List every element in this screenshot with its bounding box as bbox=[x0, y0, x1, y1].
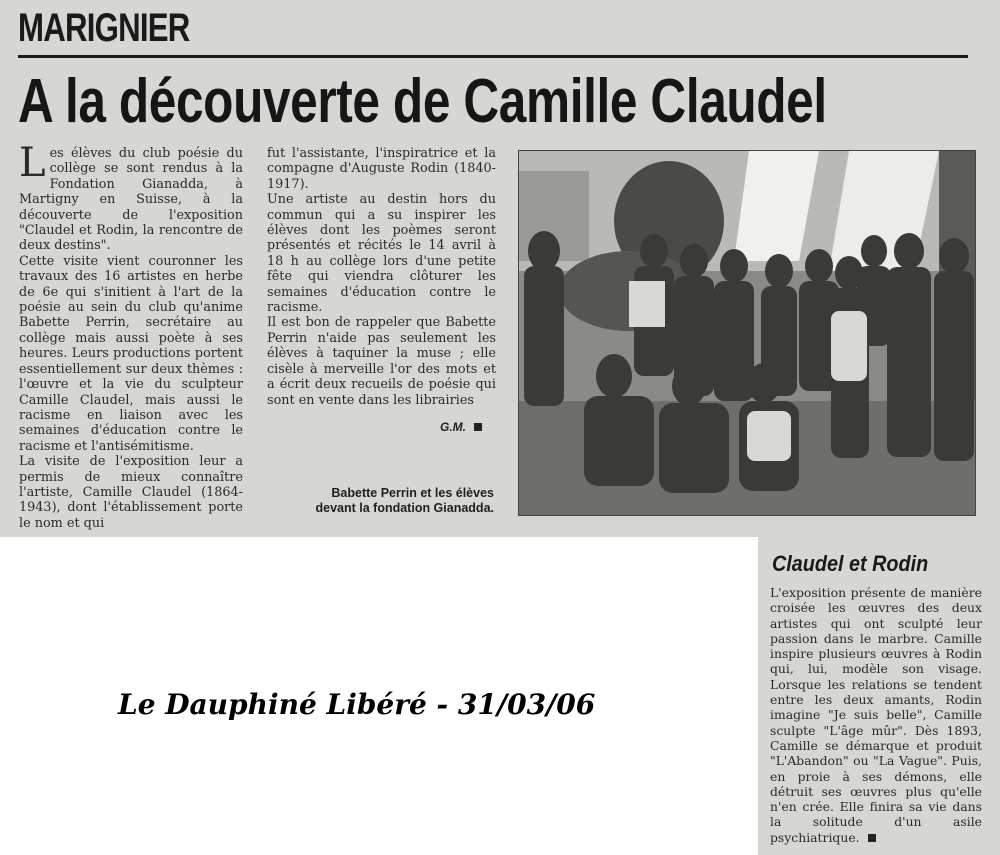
sidebar-clipping bbox=[758, 537, 1000, 855]
section-heading: MARIGNIER bbox=[18, 6, 190, 50]
photo-caption bbox=[290, 486, 494, 516]
article-paragraph: La visite de l'exposition leur a permis de mieux connaître l'artiste, Camille Claudel (1864-1943), dont l'établissement porte le nom et qui bbox=[19, 454, 243, 531]
heading-rule bbox=[18, 55, 968, 58]
photo-illustration bbox=[519, 151, 975, 515]
caption-line: Babette Perrin et les élèves bbox=[331, 486, 494, 500]
sidebar-text: L'exposition présente de manière croisée les œuvres des deux artistes qui ont sculpté leur passion dans le marbre. Camille inspire plusieurs œuvres à Rodin qui, lui, modèle son visage. Lorsque les relations se tendent entre les deux amants, Rodin imagine "Je suis belle", Camille sculpte "L'âge mûr". Dès 1893, Camille se démarque et produit "L'Abandon" ou "La Vague". Puis, en proie à ses démons, elle détruit ses œuvres plus qu'elle n'en crée. Elle finira sa vie dans la solitude d'un asile psychiatrique. bbox=[770, 585, 982, 845]
signature-text: G.M. bbox=[440, 420, 466, 434]
sidebar-body bbox=[770, 585, 982, 845]
caption-line: devant la fondation Gianadda. bbox=[315, 501, 494, 515]
drop-cap: L bbox=[19, 140, 46, 186]
article-headline: A la découverte de Camille Claudel bbox=[18, 67, 827, 136]
article-paragraph: fut l'assistante, l'inspiratrice et la compagne d'Auguste Rodin (1840-1917). bbox=[267, 146, 496, 192]
end-mark bbox=[474, 423, 482, 431]
source-citation: Le Dauphiné Libéré - 31/03/06 bbox=[118, 688, 596, 721]
article-paragraph: Une artiste au destin hors du commun qui a su inspirer les élèves dont les poèmes seront présentés et récités le 14 avril à 18 h au collège lors d'une petite fête qui viendra clôturer les semaines d'éducation contre le racisme. bbox=[267, 192, 496, 316]
article-paragraph: Cette visite vient couronner les travaux des 16 artistes en herbe de 6e qui s'initient à l'art de la poésie au sein du club qu'anime Babette Perrin, secrétaire au collège mais aussi poète à ses heures. Leurs productions portent essentiellement sur deux thèmes : l'œuvre et la vie du sculpteur Camille Claudel, mais aussi le racisme en liaison avec les semaines d'éducation contre le racisme et l'antisémitisme. bbox=[19, 253, 243, 454]
article-column-1 bbox=[19, 140, 243, 531]
author-signature bbox=[440, 420, 482, 434]
article-column-2 bbox=[267, 146, 496, 408]
end-mark bbox=[868, 834, 876, 842]
article-paragraph: es élèves du club poésie du collège se sont rendus à la Fondation Gianadda, à Martigny en Suisse, à la découverte de l'exposition "Claudel et Rodin, la rencontre de deux destins". bbox=[19, 146, 243, 254]
group-photo bbox=[518, 150, 976, 516]
article-paragraph: Il est bon de rappeler que Babette Perrin n'aide pas seulement les élèves à taquiner la muse ; elle cisèle à merveille l'or des mots et a écrit deux recueils de poésie qui sont en vente dans les librairies bbox=[267, 315, 496, 408]
sidebar-title: Claudel et Rodin bbox=[772, 551, 929, 576]
